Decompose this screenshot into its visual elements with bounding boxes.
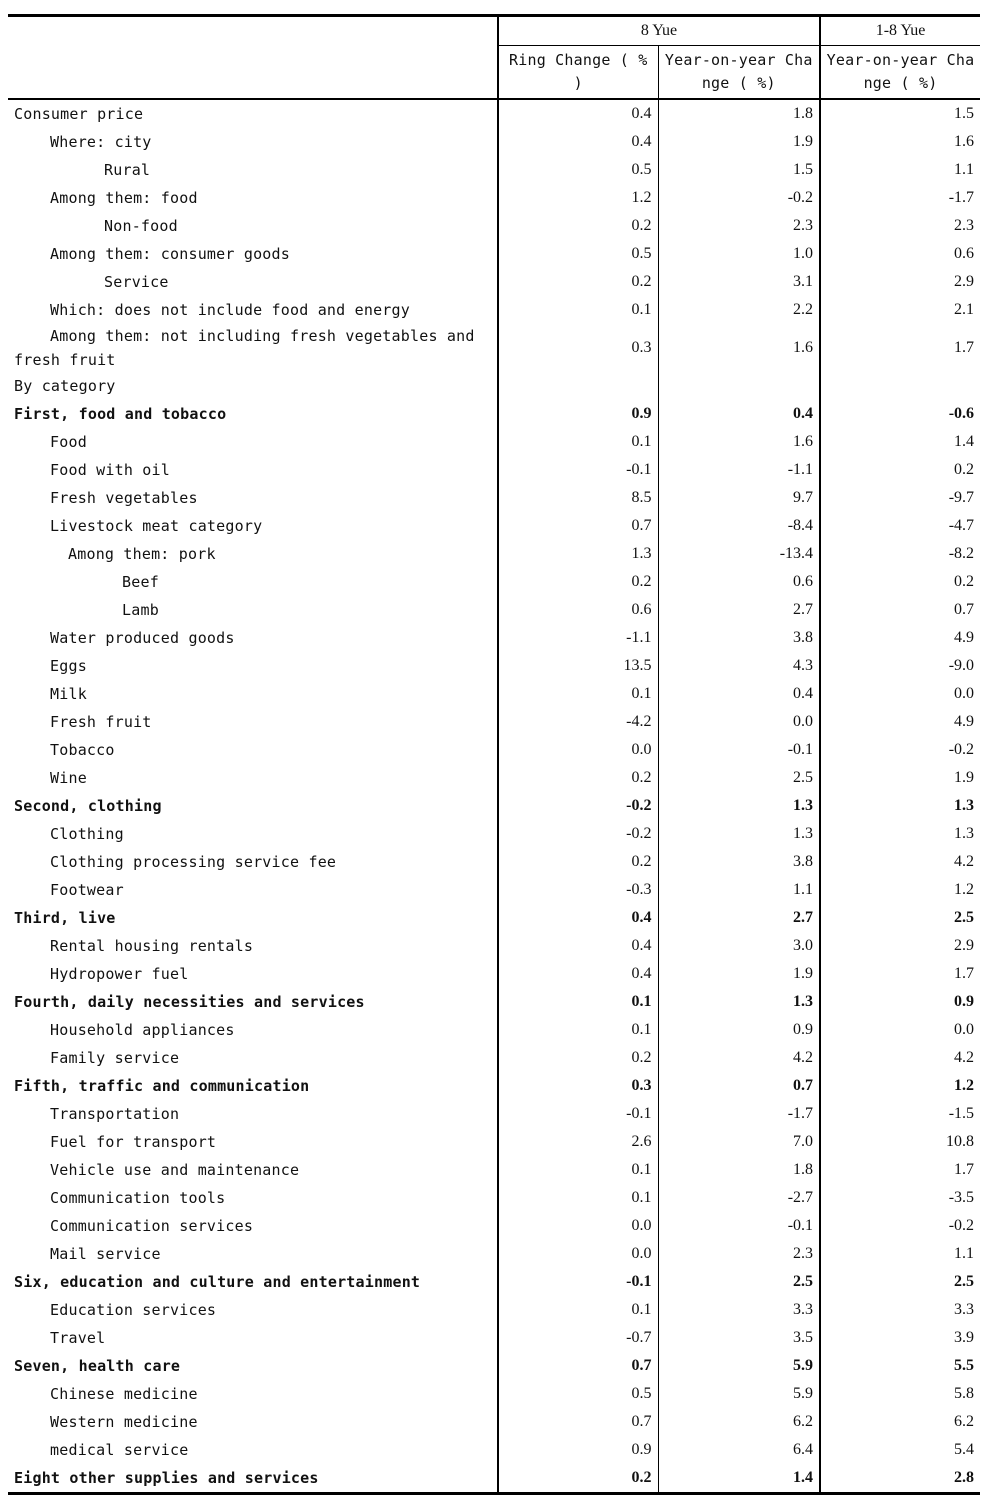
yoy-change-aug-value: 1.3: [658, 820, 820, 848]
yoy-change-aug-value: 0.9: [658, 1016, 820, 1044]
yoy-change-ytd-value: -1.5: [820, 1100, 980, 1128]
yoy-change-ytd-value: -3.5: [820, 1184, 980, 1212]
ring-change-value: 0.2: [498, 568, 658, 596]
yoy-change-aug-value: 2.3: [658, 212, 820, 240]
yoy-change-aug-value: 5.9: [658, 1380, 820, 1408]
ring-change-value: 0.7: [498, 1408, 658, 1436]
table-row: [8, 240, 980, 268]
yoy-change-ytd-value: 3.3: [820, 1296, 980, 1324]
table-row: [8, 428, 980, 456]
row-label: Clothing: [50, 825, 124, 843]
table-row: [8, 1072, 980, 1100]
yoy-change-ytd-value: 5.5: [820, 1352, 980, 1380]
ring-change-value: 1.2: [498, 184, 658, 212]
row-label: Among them: food: [50, 189, 198, 207]
yoy-change-ytd-value: 1.3: [820, 792, 980, 820]
yoy-change-aug-value: 1.3: [658, 988, 820, 1016]
ring-change-value: 0.2: [498, 1044, 658, 1072]
yoy-change-ytd-value: 1.5: [820, 99, 980, 128]
yoy-change-ytd-value: 0.7: [820, 596, 980, 624]
yoy-change-aug-value: 3.8: [658, 624, 820, 652]
yoy-change-aug-value: [658, 372, 820, 400]
yoy-change-aug-value: 1.9: [658, 128, 820, 156]
yoy-change-ytd-value: 0.2: [820, 568, 980, 596]
table-row: [8, 764, 980, 792]
yoy-change-aug-value: 2.2: [658, 296, 820, 324]
table-row: [8, 184, 980, 212]
yoy-change-aug-value: 4.3: [658, 652, 820, 680]
table-row: [8, 128, 980, 156]
row-label: Among them: consumer goods: [50, 245, 290, 263]
yoy-change-ytd-value: 4.9: [820, 708, 980, 736]
yoy-change-aug-value: 2.7: [658, 596, 820, 624]
yoy-change-ytd-value: -4.7: [820, 512, 980, 540]
yoy-change-aug-value: 3.3: [658, 1296, 820, 1324]
yoy-change-aug-value: 2.7: [658, 904, 820, 932]
ring-change-value: 0.1: [498, 1156, 658, 1184]
row-label: Livestock meat category: [50, 517, 263, 535]
yoy-change-aug-value: 1.0: [658, 240, 820, 268]
table-row: [8, 988, 980, 1016]
yoy-change-ytd-value: 5.4: [820, 1436, 980, 1464]
yoy-change-ytd-value: 10.8: [820, 1128, 980, 1156]
yoy-change-ytd-value: 5.8: [820, 1380, 980, 1408]
yoy-change-ytd-value: 2.5: [820, 1268, 980, 1296]
ring-change-value: 2.6: [498, 1128, 658, 1156]
row-label: Hydropower fuel: [50, 965, 189, 983]
yoy-change-aug-value: -13.4: [658, 540, 820, 568]
yoy-change-ytd-value: 1.7: [820, 324, 980, 372]
row-label: Clothing processing service fee: [50, 853, 337, 871]
header-corner: [8, 16, 498, 46]
table-row: [8, 212, 980, 240]
table-row: [8, 1100, 980, 1128]
yoy-change-aug-value: -0.1: [658, 736, 820, 764]
table-row: [8, 820, 980, 848]
ring-change-value: 0.4: [498, 128, 658, 156]
cpi-table-container: [8, 14, 980, 1495]
row-label: medical service: [50, 1441, 189, 1459]
row-label: Beef: [122, 573, 159, 591]
table-row: [8, 324, 980, 372]
header-yoy-change-ytd: Year-on-year Change ( %): [820, 46, 980, 100]
yoy-change-aug-value: 0.6: [658, 568, 820, 596]
table-row: [8, 1380, 980, 1408]
header-group-august: 8 Yue: [498, 16, 820, 46]
row-label: Food: [50, 433, 87, 451]
row-label: Where: city: [50, 133, 152, 151]
ring-change-value: 0.1: [498, 428, 658, 456]
ring-change-value: 0.7: [498, 1352, 658, 1380]
row-label: First, food and tobacco: [14, 405, 227, 423]
ring-change-value: 0.2: [498, 848, 658, 876]
table-row: [8, 568, 980, 596]
table-header: [8, 16, 980, 100]
yoy-change-aug-value: -0.1: [658, 1212, 820, 1240]
ring-change-value: 0.2: [498, 268, 658, 296]
row-label: Education services: [50, 1301, 217, 1319]
ring-change-value: -0.1: [498, 1268, 658, 1296]
ring-change-value: -0.7: [498, 1324, 658, 1352]
table-row: [8, 596, 980, 624]
yoy-change-ytd-value: 2.8: [820, 1464, 980, 1494]
yoy-change-ytd-value: 1.4: [820, 428, 980, 456]
row-label: Water produced goods: [50, 629, 235, 647]
table-row: [8, 904, 980, 932]
yoy-change-aug-value: 3.0: [658, 932, 820, 960]
row-label: Six, education and culture and entertainment: [14, 1273, 421, 1291]
yoy-change-aug-value: 2.3: [658, 1240, 820, 1268]
ring-change-value: 0.1: [498, 1016, 658, 1044]
table-row: [8, 848, 980, 876]
ring-change-value: 0.2: [498, 212, 658, 240]
table-row: [8, 680, 980, 708]
yoy-change-aug-value: 5.9: [658, 1352, 820, 1380]
yoy-change-aug-value: 6.4: [658, 1436, 820, 1464]
yoy-change-aug-value: 0.4: [658, 400, 820, 428]
row-label: Service: [104, 273, 169, 291]
yoy-change-ytd-value: -1.7: [820, 184, 980, 212]
yoy-change-ytd-value: 2.9: [820, 932, 980, 960]
yoy-change-aug-value: -2.7: [658, 1184, 820, 1212]
ring-change-value: 0.4: [498, 99, 658, 128]
table-row: [8, 624, 980, 652]
ring-change-value: 0.1: [498, 1184, 658, 1212]
yoy-change-ytd-value: 3.9: [820, 1324, 980, 1352]
row-label: Second, clothing: [14, 797, 162, 815]
table-row: [8, 540, 980, 568]
table-row: [8, 1324, 980, 1352]
table-row: [8, 1044, 980, 1072]
yoy-change-aug-value: 1.9: [658, 960, 820, 988]
yoy-change-aug-value: 9.7: [658, 484, 820, 512]
ring-change-value: 8.5: [498, 484, 658, 512]
row-label: Consumer price: [14, 105, 144, 123]
yoy-change-ytd-value: 1.7: [820, 1156, 980, 1184]
row-label: Fifth, traffic and communication: [14, 1077, 310, 1095]
table-row: [8, 1408, 980, 1436]
ring-change-value: 0.3: [498, 1072, 658, 1100]
ring-change-value: 0.5: [498, 240, 658, 268]
ring-change-value: 0.1: [498, 296, 658, 324]
ring-change-value: -0.1: [498, 456, 658, 484]
table-row: [8, 1296, 980, 1324]
table-row: [8, 268, 980, 296]
row-label: Rental housing rentals: [50, 937, 254, 955]
yoy-change-aug-value: 0.4: [658, 680, 820, 708]
yoy-change-ytd-value: 2.5: [820, 904, 980, 932]
yoy-change-ytd-value: -8.2: [820, 540, 980, 568]
yoy-change-ytd-value: 1.3: [820, 820, 980, 848]
yoy-change-aug-value: 1.6: [658, 324, 820, 372]
table-row: [8, 156, 980, 184]
row-label: Wine: [50, 769, 87, 787]
yoy-change-ytd-value: 1.7: [820, 960, 980, 988]
row-label: Communication tools: [50, 1189, 226, 1207]
table-row: [8, 296, 980, 324]
yoy-change-ytd-value: 1.6: [820, 128, 980, 156]
ring-change-value: -0.3: [498, 876, 658, 904]
ring-change-value: 13.5: [498, 652, 658, 680]
header-row-columns: [8, 46, 980, 100]
row-label: Footwear: [50, 881, 124, 899]
yoy-change-ytd-value: 1.1: [820, 156, 980, 184]
row-label: Western medicine: [50, 1413, 198, 1431]
row-label: Communication services: [50, 1217, 254, 1235]
table-row: [8, 1156, 980, 1184]
header-ring-change: Ring Change ( % ): [498, 46, 658, 100]
table-row: [8, 456, 980, 484]
yoy-change-aug-value: -0.2: [658, 184, 820, 212]
header-row-groups: [8, 16, 980, 46]
ring-change-value: 0.4: [498, 932, 658, 960]
row-label: Fuel for transport: [50, 1133, 217, 1151]
table-row: [8, 512, 980, 540]
yoy-change-ytd-value: 0.9: [820, 988, 980, 1016]
table-row: [8, 1436, 980, 1464]
yoy-change-aug-value: 6.2: [658, 1408, 820, 1436]
ring-change-value: 0.1: [498, 988, 658, 1016]
yoy-change-ytd-value: 2.3: [820, 212, 980, 240]
ring-change-value: -0.2: [498, 820, 658, 848]
yoy-change-aug-value: -1.7: [658, 1100, 820, 1128]
yoy-change-ytd-value: -0.2: [820, 736, 980, 764]
yoy-change-ytd-value: 0.2: [820, 456, 980, 484]
row-label: Among them: pork: [68, 545, 216, 563]
table-row: [8, 400, 980, 428]
yoy-change-ytd-value: 0.0: [820, 680, 980, 708]
row-label: Household appliances: [50, 1021, 235, 1039]
yoy-change-aug-value: 2.5: [658, 1268, 820, 1296]
row-label: Fourth, daily necessities and services: [14, 993, 365, 1011]
row-label: Eight other supplies and services: [8, 1464, 498, 1494]
row-label: Eggs: [50, 657, 87, 675]
yoy-change-ytd-value: 6.2: [820, 1408, 980, 1436]
yoy-change-aug-value: 3.8: [658, 848, 820, 876]
table-row: [8, 372, 980, 400]
ring-change-value: [498, 372, 658, 400]
table-row: [8, 99, 980, 128]
table-row: [8, 1016, 980, 1044]
yoy-change-aug-value: 7.0: [658, 1128, 820, 1156]
ring-change-value: -1.1: [498, 624, 658, 652]
table-body: [8, 99, 980, 1494]
yoy-change-ytd-value: -9.0: [820, 652, 980, 680]
row-label: Family service: [50, 1049, 180, 1067]
yoy-change-aug-value: 3.1: [658, 268, 820, 296]
row-label: Vehicle use and maintenance: [50, 1161, 300, 1179]
yoy-change-aug-value: 2.5: [658, 764, 820, 792]
yoy-change-aug-value: 0.7: [658, 1072, 820, 1100]
row-label: Rural: [104, 161, 151, 179]
yoy-change-aug-value: 4.2: [658, 1044, 820, 1072]
yoy-change-ytd-value: 2.9: [820, 268, 980, 296]
yoy-change-ytd-value: 0.0: [820, 1016, 980, 1044]
yoy-change-ytd-value: 0.6: [820, 240, 980, 268]
yoy-change-ytd-value: 4.2: [820, 848, 980, 876]
yoy-change-aug-value: 0.0: [658, 708, 820, 736]
table-row: [8, 1268, 980, 1296]
table-row: [8, 960, 980, 988]
yoy-change-aug-value: 1.8: [658, 1156, 820, 1184]
yoy-change-aug-value: 3.5: [658, 1324, 820, 1352]
ring-change-value: -0.1: [498, 1100, 658, 1128]
table-row: [8, 932, 980, 960]
table-row: [8, 652, 980, 680]
table-row: [8, 1352, 980, 1380]
table-row: [8, 792, 980, 820]
row-label: Tobacco: [50, 741, 115, 759]
yoy-change-aug-value: 1.4: [658, 1464, 820, 1494]
table-row: [8, 484, 980, 512]
row-label: Third, live: [14, 909, 116, 927]
ring-change-value: 0.9: [498, 1436, 658, 1464]
yoy-change-ytd-value: 4.2: [820, 1044, 980, 1072]
yoy-change-aug-value: 1.6: [658, 428, 820, 456]
row-label: Milk: [50, 685, 87, 703]
ring-change-value: 0.9: [498, 400, 658, 428]
ring-change-value: 0.4: [498, 904, 658, 932]
row-label: Non-food: [104, 217, 178, 235]
ring-change-value: 0.4: [498, 960, 658, 988]
ring-change-value: 0.5: [498, 1380, 658, 1408]
yoy-change-aug-value: -1.1: [658, 456, 820, 484]
ring-change-value: 0.0: [498, 1212, 658, 1240]
row-label: Which: does not include food and energy: [50, 301, 410, 319]
yoy-change-aug-value: 1.1: [658, 876, 820, 904]
header-label-blank: [8, 46, 498, 100]
row-label: Mail service: [50, 1245, 161, 1263]
yoy-change-ytd-value: 1.1: [820, 1240, 980, 1268]
row-label: Travel: [50, 1329, 106, 1347]
header-group-jan-aug: 1-8 Yue: [820, 16, 980, 46]
row-label: Transportation: [50, 1105, 180, 1123]
yoy-change-ytd-value: 2.1: [820, 296, 980, 324]
ring-change-value: 0.0: [498, 1240, 658, 1268]
table-row: [8, 1212, 980, 1240]
ring-change-value: 1.3: [498, 540, 658, 568]
table-row: [8, 1464, 980, 1494]
row-label: Food with oil: [50, 461, 170, 479]
row-label: By category: [14, 377, 116, 395]
row-label: Fresh fruit: [50, 713, 152, 731]
ring-change-value: 0.2: [498, 764, 658, 792]
yoy-change-ytd-value: -0.6: [820, 400, 980, 428]
table-row: [8, 708, 980, 736]
ring-change-value: -0.2: [498, 792, 658, 820]
yoy-change-ytd-value: 1.2: [820, 1072, 980, 1100]
table-row: [8, 1128, 980, 1156]
yoy-change-ytd-value: 1.2: [820, 876, 980, 904]
ring-change-value: -4.2: [498, 708, 658, 736]
ring-change-value: 0.1: [498, 1296, 658, 1324]
yoy-change-ytd-value: -9.7: [820, 484, 980, 512]
yoy-change-aug-value: 1.3: [658, 792, 820, 820]
yoy-change-aug-value: -8.4: [658, 512, 820, 540]
table-row: [8, 736, 980, 764]
ring-change-value: 0.3: [498, 324, 658, 372]
yoy-change-ytd-value: 4.9: [820, 624, 980, 652]
yoy-change-aug-value: 1.8: [658, 99, 820, 128]
ring-change-value: 0.7: [498, 512, 658, 540]
ring-change-value: 0.6: [498, 596, 658, 624]
table-row: [8, 1240, 980, 1268]
table-row: [8, 876, 980, 904]
row-label: Among them: not including fresh vegetables and fresh fruit: [14, 327, 475, 369]
ring-change-value: 0.1: [498, 680, 658, 708]
ring-change-value: 0.2: [498, 1464, 658, 1494]
row-label: Seven, health care: [14, 1357, 181, 1375]
row-label: Lamb: [122, 601, 159, 619]
table-row: [8, 1184, 980, 1212]
yoy-change-ytd-value: -0.2: [820, 1212, 980, 1240]
ring-change-value: 0.0: [498, 736, 658, 764]
ring-change-value: 0.5: [498, 156, 658, 184]
cpi-table: [8, 14, 980, 1495]
header-yoy-change-aug: Year-on-year Change ( %): [658, 46, 820, 100]
yoy-change-ytd-value: [820, 372, 980, 400]
row-label: Chinese medicine: [50, 1385, 198, 1403]
yoy-change-ytd-value: 1.9: [820, 764, 980, 792]
yoy-change-aug-value: 1.5: [658, 156, 820, 184]
row-label: Fresh vegetables: [50, 489, 198, 507]
